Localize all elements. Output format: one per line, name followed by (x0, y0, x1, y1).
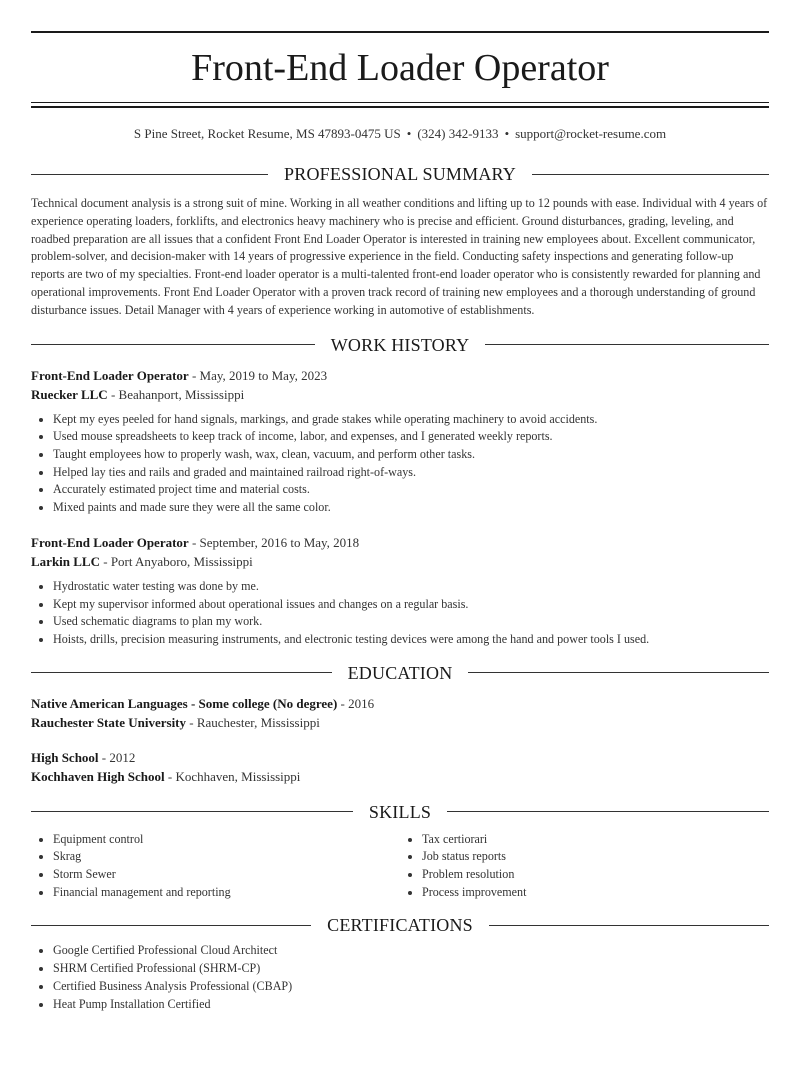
list-item: • Google Certified Professional Cloud Architect (53, 942, 769, 960)
list-item: • Hoists, drills, precision measuring instruments, and electronic testing devices were among the hand and power tools I used. (53, 631, 769, 649)
list-item: • Skrag (53, 848, 400, 866)
job-role: Front-End Loader Operator (31, 367, 189, 383)
list-item: • Helped lay ties and rails and graded and maintained railroad right-of-ways. (53, 464, 769, 482)
education-entry (31, 694, 769, 733)
education-entry (31, 748, 769, 787)
separator-dot: • (406, 126, 412, 141)
list-item: • Storm Sewer (53, 866, 400, 884)
divider (31, 344, 315, 345)
list-item: • Mixed paints and made sure they were all the same color. (53, 499, 769, 517)
section-heading-skills (31, 801, 769, 823)
divider (468, 672, 769, 673)
section-title: EDUCATION (347, 662, 453, 683)
section-title: PROFESSIONAL SUMMARY (284, 164, 516, 184)
education-school: Kochhaven High School (31, 769, 165, 785)
job-company: Larkin LLC (31, 554, 100, 570)
section-heading-certifications (31, 914, 769, 936)
skills-column-left (31, 831, 400, 902)
skills-list (31, 831, 769, 902)
list-item: • Certified Business Analysis Professional (CBAP) (53, 978, 769, 996)
summary-text: Technical document analysis is a strong suit of mine. Working in all weather conditions and lifting up to 12 pounds with ease. Individual with 4 years of experience operating loaders, forklifts, and electronics heavy machinery who is precise and efficient. Ground disturbances, grading, leveling, and roadbed preparation are all issues that a confident Front End Loader Operator is interested in training new employees about. Excellent communicator, problem-solver, and decision-maker with 14 years of progressive experience in the field. Conducting safety inspections and generating follow-up reports are two of my specialties. Front-end loader operator is a multi-talented front-end loader operator who is consistently rewarded for planning and operational improvements. Front End Loader Operator with a proven track record of training new employees and a thorough understanding of ground disturbance issues. Detail Manager with 4 years of experience working in automotive of establishments. (31, 196, 768, 317)
separator-dot: • (504, 126, 510, 141)
divider (447, 811, 769, 812)
divider (489, 925, 769, 926)
section-heading-work-history (31, 334, 769, 356)
list-item: • Kept my eyes peeled for hand signals, markings, and grade stakes while operating machinery to avoid accidents. (53, 411, 769, 429)
top-rule (31, 31, 769, 33)
list-item: • Financial management and reporting (53, 884, 400, 902)
divider (485, 344, 769, 345)
job-role: Front-End Loader Operator (31, 534, 189, 550)
contact-address: S Pine Street, Rocket Resume, MS 47893-0475 US (133, 126, 401, 141)
divider (31, 174, 268, 175)
list-item: • Heat Pump Installation Certified (53, 996, 769, 1014)
job-dates: - May, 2019 to May, 2023 (188, 367, 328, 383)
list-item: • Kept my supervisor informed about operational issues and changes on a regular basis. (53, 596, 769, 614)
divider (31, 925, 311, 926)
education-school: Rauchester State University (31, 715, 187, 731)
section-heading-education (31, 662, 769, 684)
list-item: • Problem resolution (422, 866, 769, 884)
education-year: - 2016 (337, 695, 375, 711)
job-company: Ruecker LLC (31, 387, 108, 403)
list-item: • Tax certiorari (422, 831, 769, 849)
section-title: SKILLS (368, 801, 432, 822)
section-title: CERTIFICATIONS (327, 915, 473, 936)
list-item: • SHRM Certified Professional (SHRM-CP) (53, 960, 769, 978)
section-heading-summary (31, 163, 769, 185)
list-item: • Used mouse spreadsheets to keep track of income, labor, and expenses, and I generated weekly reports. (53, 428, 769, 446)
list-item: • Hydrostatic water testing was done by me. (53, 578, 769, 596)
contact-email: support@rocket-resume.com (515, 126, 667, 141)
job-entry (31, 533, 769, 649)
divider (31, 811, 353, 812)
divider (31, 672, 332, 673)
list-item: • Accurately estimated project time and material costs. (53, 481, 769, 499)
education-location: - Rauchester, Mississippi (186, 715, 320, 731)
job-location: - Port Anyaboro, Mississippi (100, 554, 253, 570)
job-bullets (31, 578, 769, 649)
section-title: WORK HISTORY (330, 334, 470, 355)
list-item: • Equipment control (53, 831, 400, 849)
list-item: • Job status reports (422, 848, 769, 866)
job-dates: - September, 2016 to May, 2018 (188, 534, 360, 550)
candidate-name: Front-End Loader Operator (191, 47, 609, 89)
list-item: • Used schematic diagrams to plan my work. (53, 613, 769, 631)
education-year: - 2012 (98, 749, 136, 765)
header-double-rule (31, 102, 769, 108)
education-degree: Native American Languages - Some college (No degree) (31, 695, 338, 711)
list-item: • Taught employees how to properly wash, wax, clean, vacuum, and perform other tasks. (53, 446, 769, 464)
education-degree: High School (31, 749, 99, 765)
contact-phone: (324) 342-9133 (417, 126, 499, 141)
divider (532, 174, 769, 175)
job-entry (31, 366, 769, 517)
education-location: - Kochhaven, Mississippi (164, 769, 301, 785)
list-item: • Process improvement (422, 884, 769, 902)
job-location: - Beahanport, Mississippi (107, 387, 245, 403)
contact-line (31, 125, 769, 143)
resume-page (0, 31, 800, 1013)
certifications-list (31, 942, 769, 1013)
skills-column-right (400, 831, 769, 902)
job-bullets (31, 411, 769, 517)
